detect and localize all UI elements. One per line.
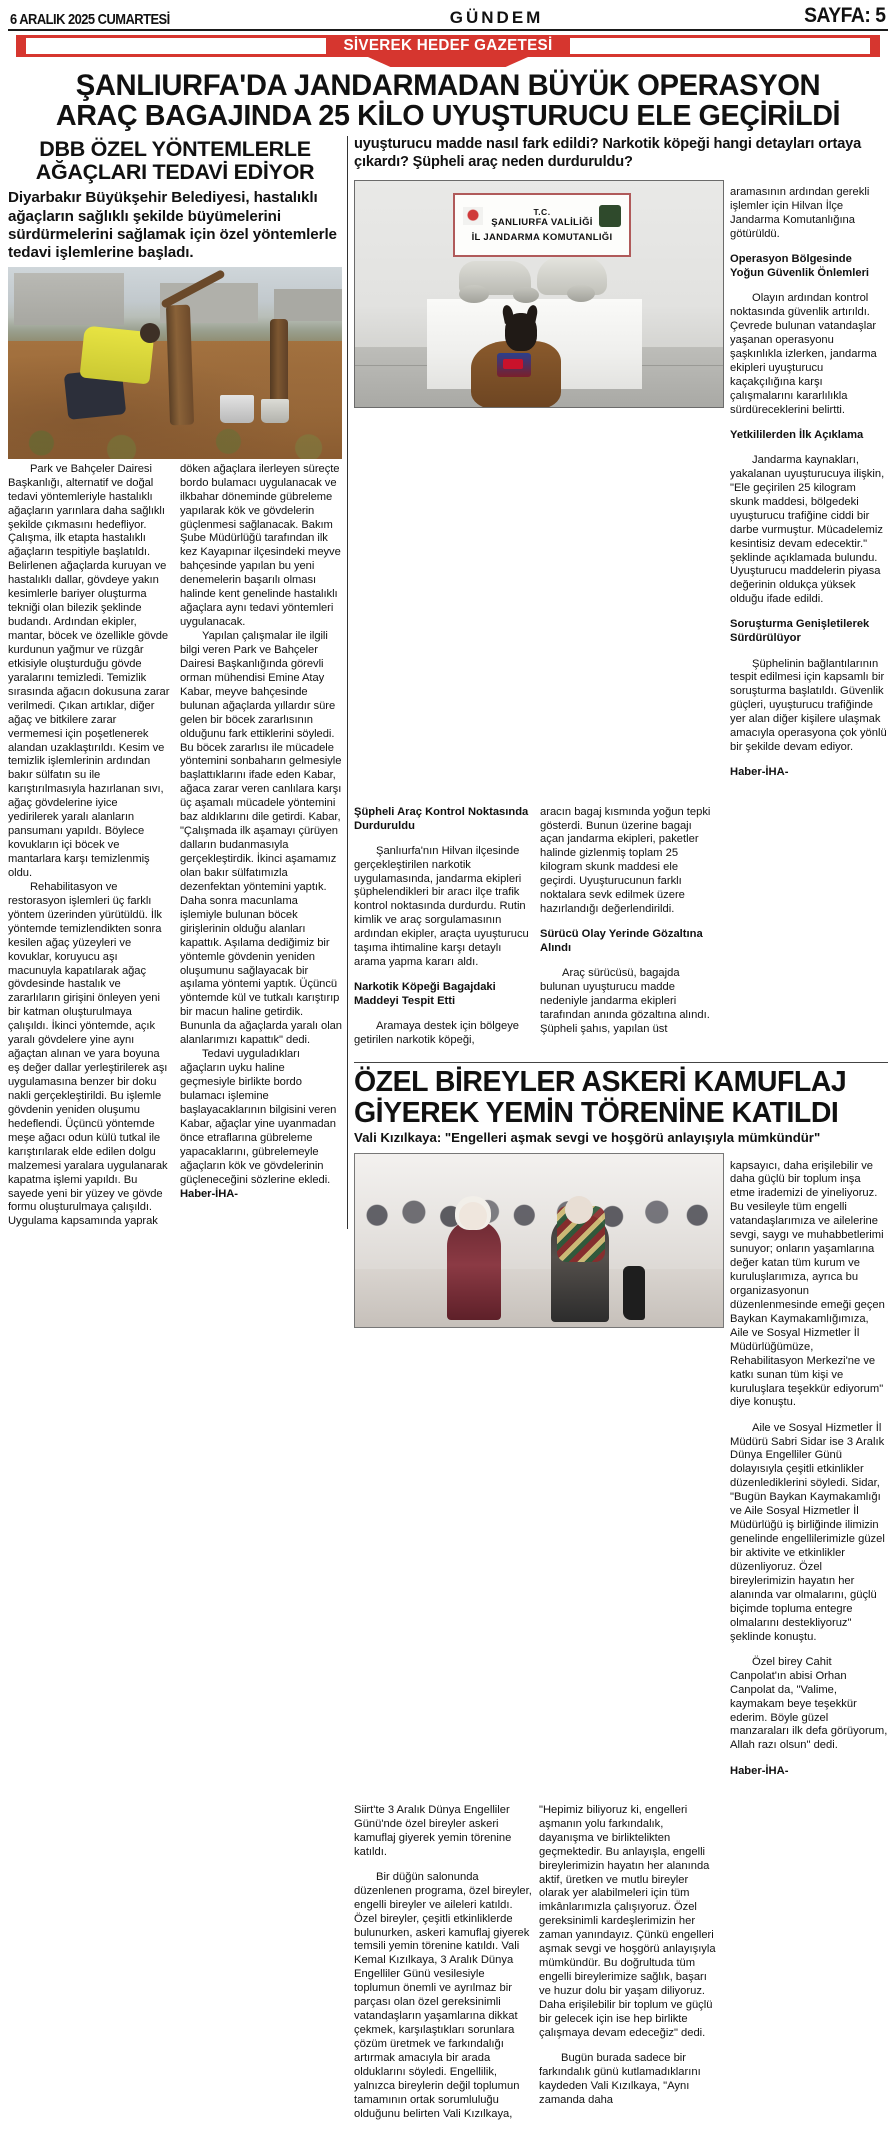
paragraph: Park ve Bahçeler Dairesi Başkanlığı, alternatif ve doğal tedavi yöntemleriyle hastalıklı ağaçların yarınlara daha sağlıklı şekilde çıkmasını hedefliyor. Çalışma, ilk etapta hastalıklı ağaçların tespitiyle başlatıldı. Belirlenen ağaçlarda kuruyan ve hastalıklı dallar, gövdeye yakın kesimlerle bariyer oluşturma tekniği olan bilezik şeklinde budandı. Ardından ekipler, mantar, böcek ve özellikle gövde kurdunun yağmur ve rüzgâr etkisiyle oluşturduğu gövde yaralarını temizledi. Temizlik sırasında ağacın dokusuna zarar verilmedi. Çıkan artıklar, diğer ağaç ve bitkilere zarar vermemesi için poşetlenerek alandan uzaklaştırıldı. Kesim ve temizlik işlemlerinin ardından bakır sülfatın su ile karıştırılmasıyla hazırlanan sıvı, ağaç gövdelerine iyice yedirilerek yaralı alanların pansumanı yapıldı. Böylece kovukların içi böcek ve mantarlara karşı temizlenmiş oldu.	[8, 462, 170, 879]
publication-date: 6 ARALIK 2025 CUMARTESİ	[10, 11, 170, 28]
photo-tree-trunk	[166, 304, 194, 425]
second-story-column-2	[539, 1793, 724, 2133]
subheading: Soruşturma Genişletilerek Sürdürülüyor	[730, 618, 870, 645]
second-headline-line1: ÖZEL BİREYLER ASKERİ KAMUFLAJ	[354, 1066, 847, 1099]
main-story-kicker: uyuşturucu madde nasıl fark edildi? Narkotik köpeği hangi detayları ortaya çıkardı? Şüpheli araç neden durduruldu?	[354, 136, 862, 170]
paragraph: Bir düğün salonunda düzenlenen programa, özel bireyler, engelli bireyler ve aileleri katıldı. Özel bireyler, çeşitli etkinliklerde bulunurken, askeri kamuflaj giyerek temsili yemin törenine katıldı. Vali Kemal Kızılkaya, 3 Aralık Dünya Engelliler Günü vesilesiyle toplumun önemli ve ayrılmaz bir parçası olan özel gereksinimli vatandaşların yaşamlarına dikkat çekmek, karşılaştıkları sorunlara çözüm üretmek ve farkındalığı artırmak amacıyla bir arada olduklarını söyledi. Engellilik, yalnızca bireylerin değil toplumun tamamının ortak sorumluluğu olduğunu belirten Vali Kızılkaya,	[354, 1870, 532, 2120]
paragraph: kapsayıcı, daha erişilebilir ve daha güçlü bir toplum inşa etme irademizi de yineliyoruz. Bu vesileyle tüm engelli vatandaşlarımıza ve ailelerine sevgi, saygı ve muhabbetlerimi sunuyor; onların yaşamlarına değer katan tüm kurum ve kuruluşlarımıza, ayrıca bu organizasyonun düzenlenmesinde emeği geçen Baykan Kaymakamlığımıza, Aile ve Sosyal Hizmetler İl Müdürlüğümüze, Rehabilitasyon Merkezi'ne ve katkı sunan tüm kişi ve kuruluşlara teşekkür ediyorum" diye konuştu.	[730, 1159, 885, 1409]
second-story-column-1	[354, 1793, 539, 2133]
banner-left-block	[26, 38, 326, 54]
banner-right-block	[570, 38, 870, 54]
paragraph: Rehabilitasyon ve restorasyon işlemleri üç farklı yöntem üzerinden yürütüldü. İlk yöntemde temizlendikten sonra kesilen ağaç yüzeyleri ve kovuklar, koruyucu aşı macunuyla kapatılarak ağaç gövdesinde hastalık ve zararlıların girişini önleyen yeni bir katman oluşturulmaya çalışıldı. İkinci yöntemde, açık yaralı gövdelere yine aynı ağaçtan alınan ve yara boyuna eş değer dallar yerleştirilerek aşı uygulamasına benzer bir doku nakli gerçekleştirildi. Bu işlemle gövdenin yeniden oluşumu hedeflendi. Üçüncü yöntemde meşe ağacı odun külü tutkal ile karıştırılarak elde edilen dolgu malzemesi yaralara uygulanarak kapatma işlemi yapıldı. Bu sayede yeni bir yüzey ve gövde formu oluşturulmaya çalışıldı. Uygulama kapsamında yaprak	[8, 880, 168, 1228]
sign-line-2: ŞANLIURFA VALİLİĞİ	[491, 217, 593, 228]
main-story-top	[354, 175, 888, 791]
photo-evidence-lump-1	[459, 285, 489, 303]
jandarma-seizure-photo	[354, 180, 724, 408]
paragraph: döken ağaçlara ilerleyen süreçte bordo bulamacı uygulanacak ve ilkbahar döneminde gübreleme yapılarak kök ve gövdelerin güçlenmesi sağlanacak. Bakım Şube Müdürlüğü tarafından ilk kez Kayapınar ilçesindeki meyve bahçesinde yapılan bu yeni denemelerin başarılı olması halinde kent genelinde hastalıklı ağaçlara aynı tedavi yöntemleri uygulanacak.	[180, 462, 341, 629]
paragraph: Jandarma kaynakları, yakalanan uyuşturucuya ilişkin, "Ele geçirilen 25 kilogram skunk maddesi, bölgedeki uyuşturucu trafiğine ciddi bir darbe vurmuştur. Mücadelemiz kesintisiz devam edecektir." şeklinde açıklamada bulundu. Uyuşturucu maddelerin piyasa değerinin oldukça yüksek olduğu ifade edildi.	[730, 453, 885, 606]
left-lede: Diyarbakır Büyükşehir Belediyesi, hastalıklı ağaçların sağlıklı şekilde büyümelerini sürdürmelerini sağlamak için özel yöntemlerle tedavi işlemlerine başladı.	[8, 189, 337, 261]
photo-narcotics-dog-head	[505, 313, 537, 351]
photo-bucket-2	[261, 399, 289, 423]
main-headline-line1: ŞANLIURFA'DA JANDARMADAN BÜYÜK OPERASYON	[75, 69, 821, 102]
left-story	[8, 136, 348, 1229]
photo-bucket-1	[220, 395, 254, 423]
second-headline	[354, 1067, 888, 1127]
subheading: Şüpheli Araç Kontrol Noktasında Durduruldu	[354, 805, 529, 832]
main-headline-line2: ARAÇ BAGAJINDA 25 KİLO UYUŞTURUCU ELE GEÇİRİLDİ	[55, 100, 841, 133]
second-story-top	[354, 1148, 888, 1789]
page-number: SAYFA: 5	[804, 4, 886, 27]
paragraph: Şüphelinin bağlantılarının tespit edilmesi için kapsamlı bir soruşturma başlatıldı. Güvenlik güçleri, uyuşturucu trafiğinde yer alan diğer kişilere ulaşmak amacıyla operasyona çok yönlü bir şekilde devam ediyor.	[730, 657, 887, 754]
photo-buildings	[14, 273, 124, 325]
second-subheadline: Vali Kızılkaya: "Engelleri aşmak sevgi ve hoşgörü anlayışıyla mümkündür"	[354, 1129, 821, 1145]
paragraph: Araç sürücüsü, bagajda bulunan uyuşturucu madde nedeniyle jandarma ekipleri tarafından anında gözaltına alındı. Şüpheli şahıs, yapılan üst	[540, 967, 710, 1036]
story-divider	[354, 1062, 888, 1063]
paragraph: Aile ve Sosyal Hizmetler İl Müdürü Sabri Sidar ise 3 Aralık Dünya Engelliler Günü dolayısıyla çeşitli etkinlikler düzenlediklerini söyledi. Sidar, "Bugün Baykan Kaymakamlığı ve Aile Sosyal Hizmetler İl Müdürlüğü iş birliğinde ilimizin genelinde engellilerimizle güzel bir aktivite ve etkinlikler düzenliyoruz. Özel bireylerimizin hayatın her alanında var olmalarını, güçlü biçimde topluma entegre olmalarını destekliyoruz" şeklinde konuştu.	[730, 1421, 885, 1643]
left-headline-line2: AĞAÇLARI TEDAVİ EDİYOR	[35, 160, 315, 185]
newspaper-name: SİVEREK HEDEF GAZETESİ	[343, 37, 553, 54]
paragraph: Bugün burada sadece bir farkındalık günü kutlamadıklarını kaydeden Vali Kızılkaya, "Aynı zamanda daha	[539, 2051, 701, 2106]
oath-ceremony-photo	[354, 1153, 724, 1328]
left-story-column-2	[175, 463, 342, 1230]
photo-worker-head	[140, 323, 160, 343]
paragraph: Tedavi uyguladıkları ağaçların uyku haline geçmesiyle birlikte bordo bulamacı işlemine başlayacaklarının bilgisini veren Kabar, ağaçlar yine uyanmadan önce etraflarına gübreleme yapacaklarını, gübrelemeyle ağaçların kök ve gövdelerinin güçleneceğini sözlerine ekledi.	[180, 1048, 337, 1186]
paragraph: Olayın ardından kontrol noktasında güvenlik artırıldı. Çevrede bulunan vatandaşlar yaşanan operasyonu şaşkınlıkla izlerken, jandarma ekipleri uyuşturucu kaçakçılığına karşı çalışmalarını kararlılıkla sürdüreceklerini belirtti.	[730, 292, 877, 416]
main-story-column-2	[539, 794, 724, 1059]
paragraph: Siirt'te 3 Aralık Dünya Engelliler Günü'nde özel bireyler askeri kamuflaj giyerek yemin törenine katıldı.	[354, 1803, 512, 1858]
left-headline-line1: DBB ÖZEL YÖNTEMLERLE	[39, 137, 311, 161]
page-topbar	[8, 0, 888, 28]
top-divider	[8, 29, 888, 31]
masthead-banner	[8, 35, 888, 65]
photo-military-boot	[623, 1266, 645, 1320]
left-story-body	[8, 463, 342, 1230]
jandarma-crest-icon	[599, 205, 621, 227]
second-story-byline: Haber-İHA-	[730, 1764, 789, 1777]
photo-official-sign	[453, 193, 631, 257]
subheading: Yetkililerden İlk Açıklama	[730, 428, 864, 441]
second-story-right-column	[724, 1148, 888, 1789]
second-headline-line2: GİYEREK YEMİN TÖRENİNE KATILDI	[354, 1096, 839, 1129]
photo-narcotics-dog-vest	[497, 353, 531, 377]
subheading: Narkotik Köpeği Bagajdaki Maddeyi Tespit Etti	[354, 981, 496, 1008]
paragraph: aramasının ardından gerekli işlemler için Hilvan İlçe Jandarma Komutanlığına götürüldü.	[730, 186, 870, 240]
main-headline	[8, 70, 888, 132]
paragraph: "Hepimiz biliyoruz ki, engelleri aşmanın yolu farkındalık, dayanışma ve birliktelikten geçmektedir. Bu anlayışla, engelli bireylerimizin hayatın her alanında aktif, üretken ve mutlu bireyler olarak yer alabilmeleri için tüm imkânlarımızla çalışıyoruz. Özel gereksinimli kardeşlerimizin her zaman yanındayız. Çünkü engelleri aşmak sevgi ve hoşgörü anlayışıyla mümkündür. Bu doğrultuda tüm engelli bireylerimize sağlık, başarı ve huzur dolu bir yaşam diliyoruz. Daha erişilebilir bir toplum ve güçlü bir gelecek için ise hep birlikte çalışmaya devam edeceğiz" dedi.	[539, 1803, 716, 2039]
subheading: Operasyon Bölgesinde Yoğun Güvenlik Önlemleri	[730, 253, 870, 280]
second-story-bottom	[354, 1793, 888, 2133]
paragraph: aracın bagaj kısmında yoğun tepki gösterdi. Bunun üzerine bagajı açan jandarma ekipleri, paketler halinde gizlenmiş toplam 25 kilogram skunk maddesi ele geçirdi. Uyuşturucunun farklı noktalara sevk edilmek üzere hazırlandığı değerlendirildi.	[540, 805, 711, 916]
photo-stage-floor	[355, 1269, 723, 1327]
tree-treatment-photo	[8, 267, 342, 459]
main-story-right-column	[724, 175, 888, 791]
photo-foliage	[8, 427, 342, 459]
photo-audience	[355, 1178, 723, 1240]
page-columns	[8, 136, 888, 2133]
turkish-flag-emblem-icon	[463, 207, 483, 225]
paragraph: Aramaya destek için bölgeye getirilen narkotik köpeği,	[354, 1020, 520, 1047]
right-stories	[348, 136, 888, 2133]
sign-line-1: T.C.	[533, 207, 551, 217]
section-title: GÜNDEM	[449, 8, 544, 27]
paragraph: Şanlıurfa'nın Hilvan ilçesinde gerçekleştirilen narkotik uygulamasında, jandarma ekipleri şüphelendikleri bir aracı ilçe trafik kontrol noktasında durdurdu. Rutin kimlik ve araç sorgulamasının ardından ekipler, araçta uyuşturucu taşıma ihtimaline karşı detaylı arama yapma kararı aldı.	[354, 844, 529, 969]
photo-evidence-lump-2	[513, 287, 539, 303]
paragraph: Özel birey Cahit Canpolat'ın abisi Orhan Canpolat da, "Valime, kaymakam beye teşekkür ederim. Böyle güzel manzaraları ilk defa görüyorum, Allah razı olsun" dedi.	[730, 1655, 888, 1752]
paragraph: Yapılan çalışmalar ile ilgili bilgi veren Park ve Bahçeler Dairesi Başkanlığında görevli orman mühendisi Emine Atay Kabar, meyve bahçesinde bulunan ağaçlarda yıllardır süre gelen bir böcek zararlısının olduğunu fark ettiklerini söyledi. Bu böcek zararlısı ile mücadele yöntemini sonbaharın gelmesiyle başlattıklarını ifade eden Kabar, ağaca zarar veren canlılara karşı üç aşamalı mücadele yöntemini baz aldıklarını dile getirdi. Kabar, "Çalışmada ilk aşamayı çürüyen dalların budanmasıyla gerçekleştirdik. İkinci aşamamız olan bakır sülfatımızla dezenfektan yöntemini yaptık. Daha sonra macunlama işlemiyle bulunan böcek girişlerinin olduğu alanları kapattık. Aşılama dediğimiz bir yöntemle gövdenin yeniden oluşumunu sağlayacak bir aşılama yöntemi yaptık. Üçüncü yöntemde kül ve tutkalı karıştırıp bir macun haline getirdik. Bununla da ağaçlarda yaralı olan alanlarımızı kapattık" dedi.	[180, 630, 342, 1047]
left-story-byline: Haber-İHA-	[180, 1187, 238, 1200]
main-story-column-1	[354, 794, 539, 1059]
photo-evidence-lump-3	[567, 285, 595, 302]
sign-line-3: İL JANDARMA KOMUTANLIĞI	[471, 232, 613, 243]
main-story-bottom	[354, 794, 888, 1059]
subheading: Sürücü Olay Yerinde Gözaltına Alındı	[540, 928, 703, 955]
left-story-column-1	[8, 463, 175, 1230]
banner-bar	[16, 35, 880, 57]
banner-tab-shape	[368, 57, 528, 67]
left-headline	[8, 136, 342, 186]
main-story-byline: Haber-İHA-	[730, 766, 789, 779]
photo-person-1-dress	[447, 1220, 501, 1320]
